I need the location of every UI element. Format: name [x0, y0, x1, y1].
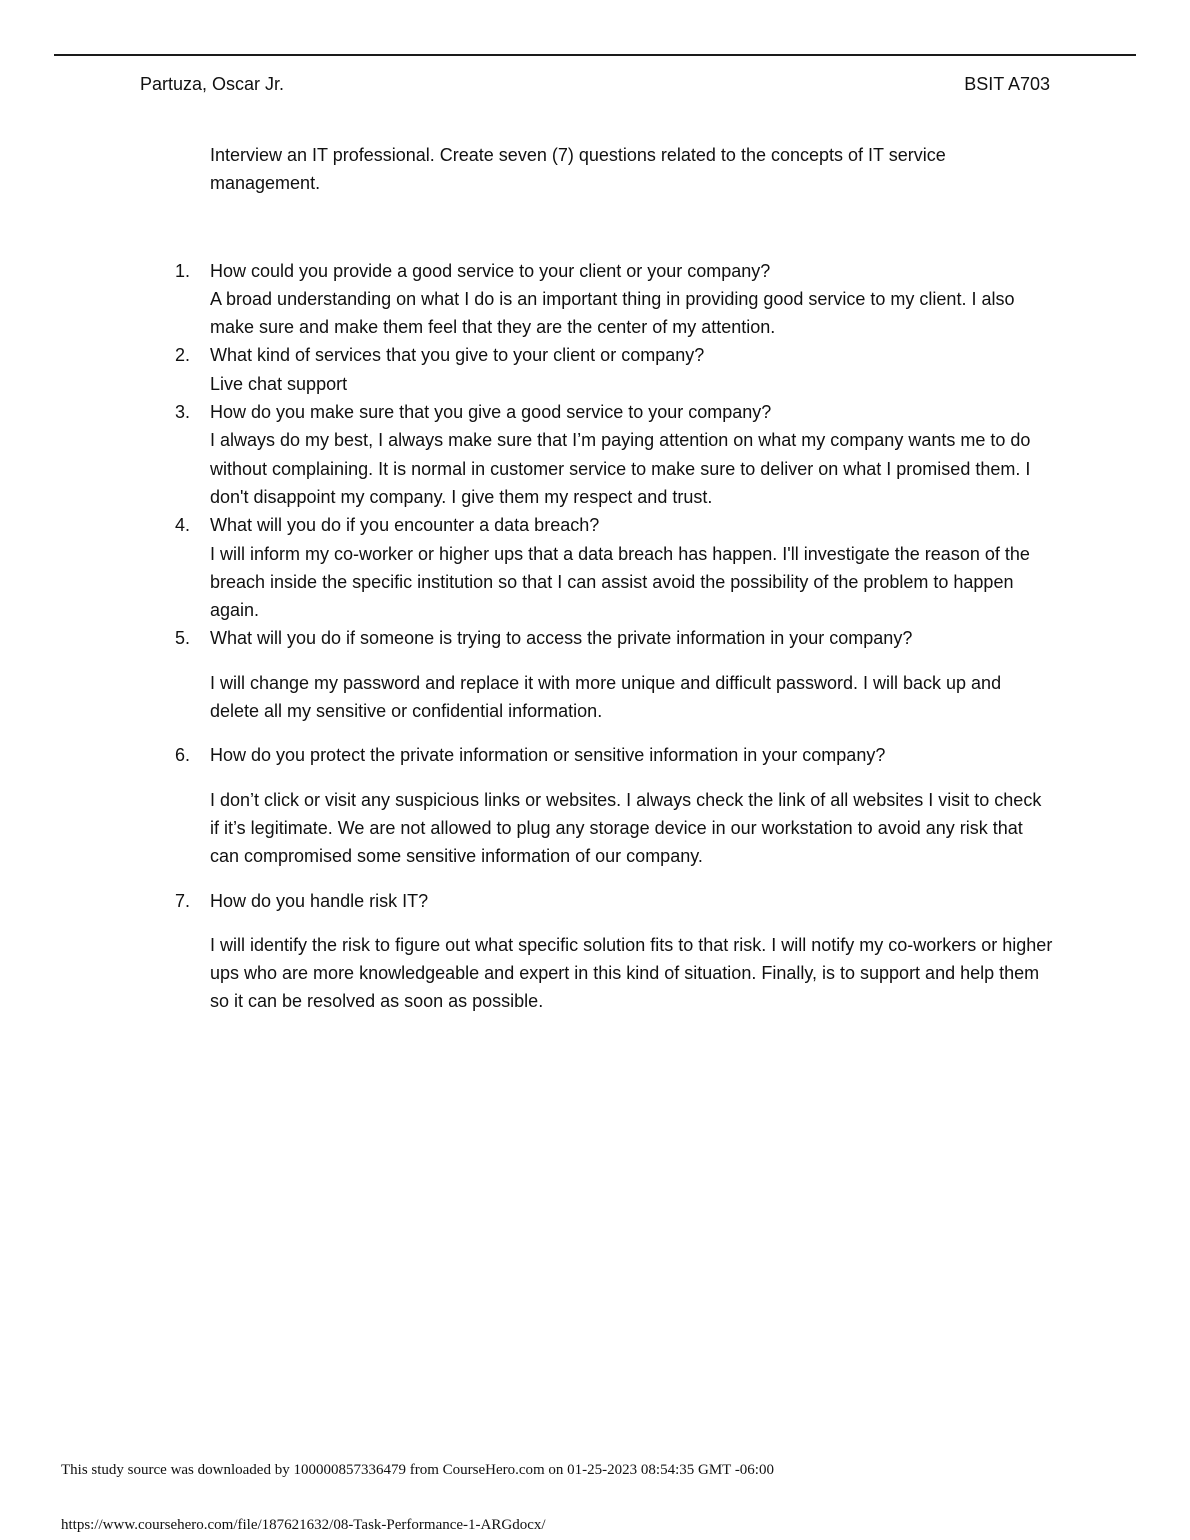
answer-text: Live chat support	[210, 373, 348, 394]
answer-text: I don’t click or visit any suspicious links or websites. I always check the link of all websites I visit to check if it’s legitimate. We are not allowed to plug any storage device in our workstation to avoid any risk that can compromised some sensitive information of our company.	[210, 789, 1042, 867]
item-number: 2.	[175, 345, 191, 366]
question-text: How do you handle risk IT?	[210, 890, 429, 911]
download-source-note: This study source was downloaded by 100000857336479 from CourseHero.com on 01-25-2023 08:54:35 GMT -06:00	[61, 1462, 774, 1478]
question-text: What will you do if someone is trying to access the private information in your company?	[210, 628, 913, 649]
answer-text: I will change my password and replace it with more unique and difficult password. I will back up and delete all my sensitive or confidential information.	[210, 672, 1002, 722]
student-name: Partuza, Oscar Jr.	[140, 74, 285, 94]
source-url: https://www.coursehero.com/file/187621632/08-Task-Performance-1-ARGdocx/	[61, 1517, 546, 1533]
question-text: How do you protect the private information or sensitive information in your company?	[210, 745, 886, 766]
answer-text: A broad understanding on what I do is an important thing in providing good service to my client. I also make sure and make them feel that they are the center of my attention.	[210, 288, 1015, 338]
question-text: What will you do if you encounter a data breach?	[210, 515, 600, 536]
question-text: How could you provide a good service to your client or your company?	[210, 260, 771, 281]
list-item	[175, 887, 1055, 1016]
list-item	[175, 341, 1055, 398]
answer-text: I always do my best, I always make sure that I’m paying attention on what my company wants me to do without complaining. It is normal in customer service to make sure to deliver on what I promised them. I don't disappoint my company. I give them my respect and trust.	[210, 430, 1031, 507]
item-number: 4.	[175, 515, 191, 536]
class-section: BSIT A703	[964, 74, 1050, 94]
assignment-prompt: Interview an IT professional. Create seven (7) questions related to the concepts of IT service management.	[210, 145, 946, 194]
document-body	[175, 141, 1055, 1032]
header-rule	[54, 54, 1136, 56]
question-text: How do you make sure that you give a good service to your company?	[210, 402, 772, 423]
list-item	[175, 257, 1055, 342]
list-item	[175, 398, 1055, 511]
list-item	[175, 511, 1055, 624]
item-number: 1.	[175, 260, 191, 281]
question-text: What kind of services that you give to your client or company?	[210, 345, 705, 366]
answer-text: I will inform my co-worker or higher ups that a data breach has happen. I'll investigate the reason of the breach inside the specific institution so that I can assist avoid the possibility of the problem to happen again.	[210, 543, 1030, 621]
item-number: 7.	[175, 890, 191, 911]
answer-text: I will identify the risk to figure out what specific solution fits to that risk. I will notify my co-workers or higher ups who are more knowledgeable and expert in this kind of situation. Finally, is to support and help them so it can be resolved as soon as possible.	[210, 934, 1053, 1012]
question-list	[175, 257, 1055, 1016]
list-item	[175, 624, 1055, 725]
item-number: 6.	[175, 745, 191, 766]
list-item	[175, 741, 1055, 870]
item-number: 5.	[175, 628, 191, 649]
item-number: 3.	[175, 402, 191, 423]
